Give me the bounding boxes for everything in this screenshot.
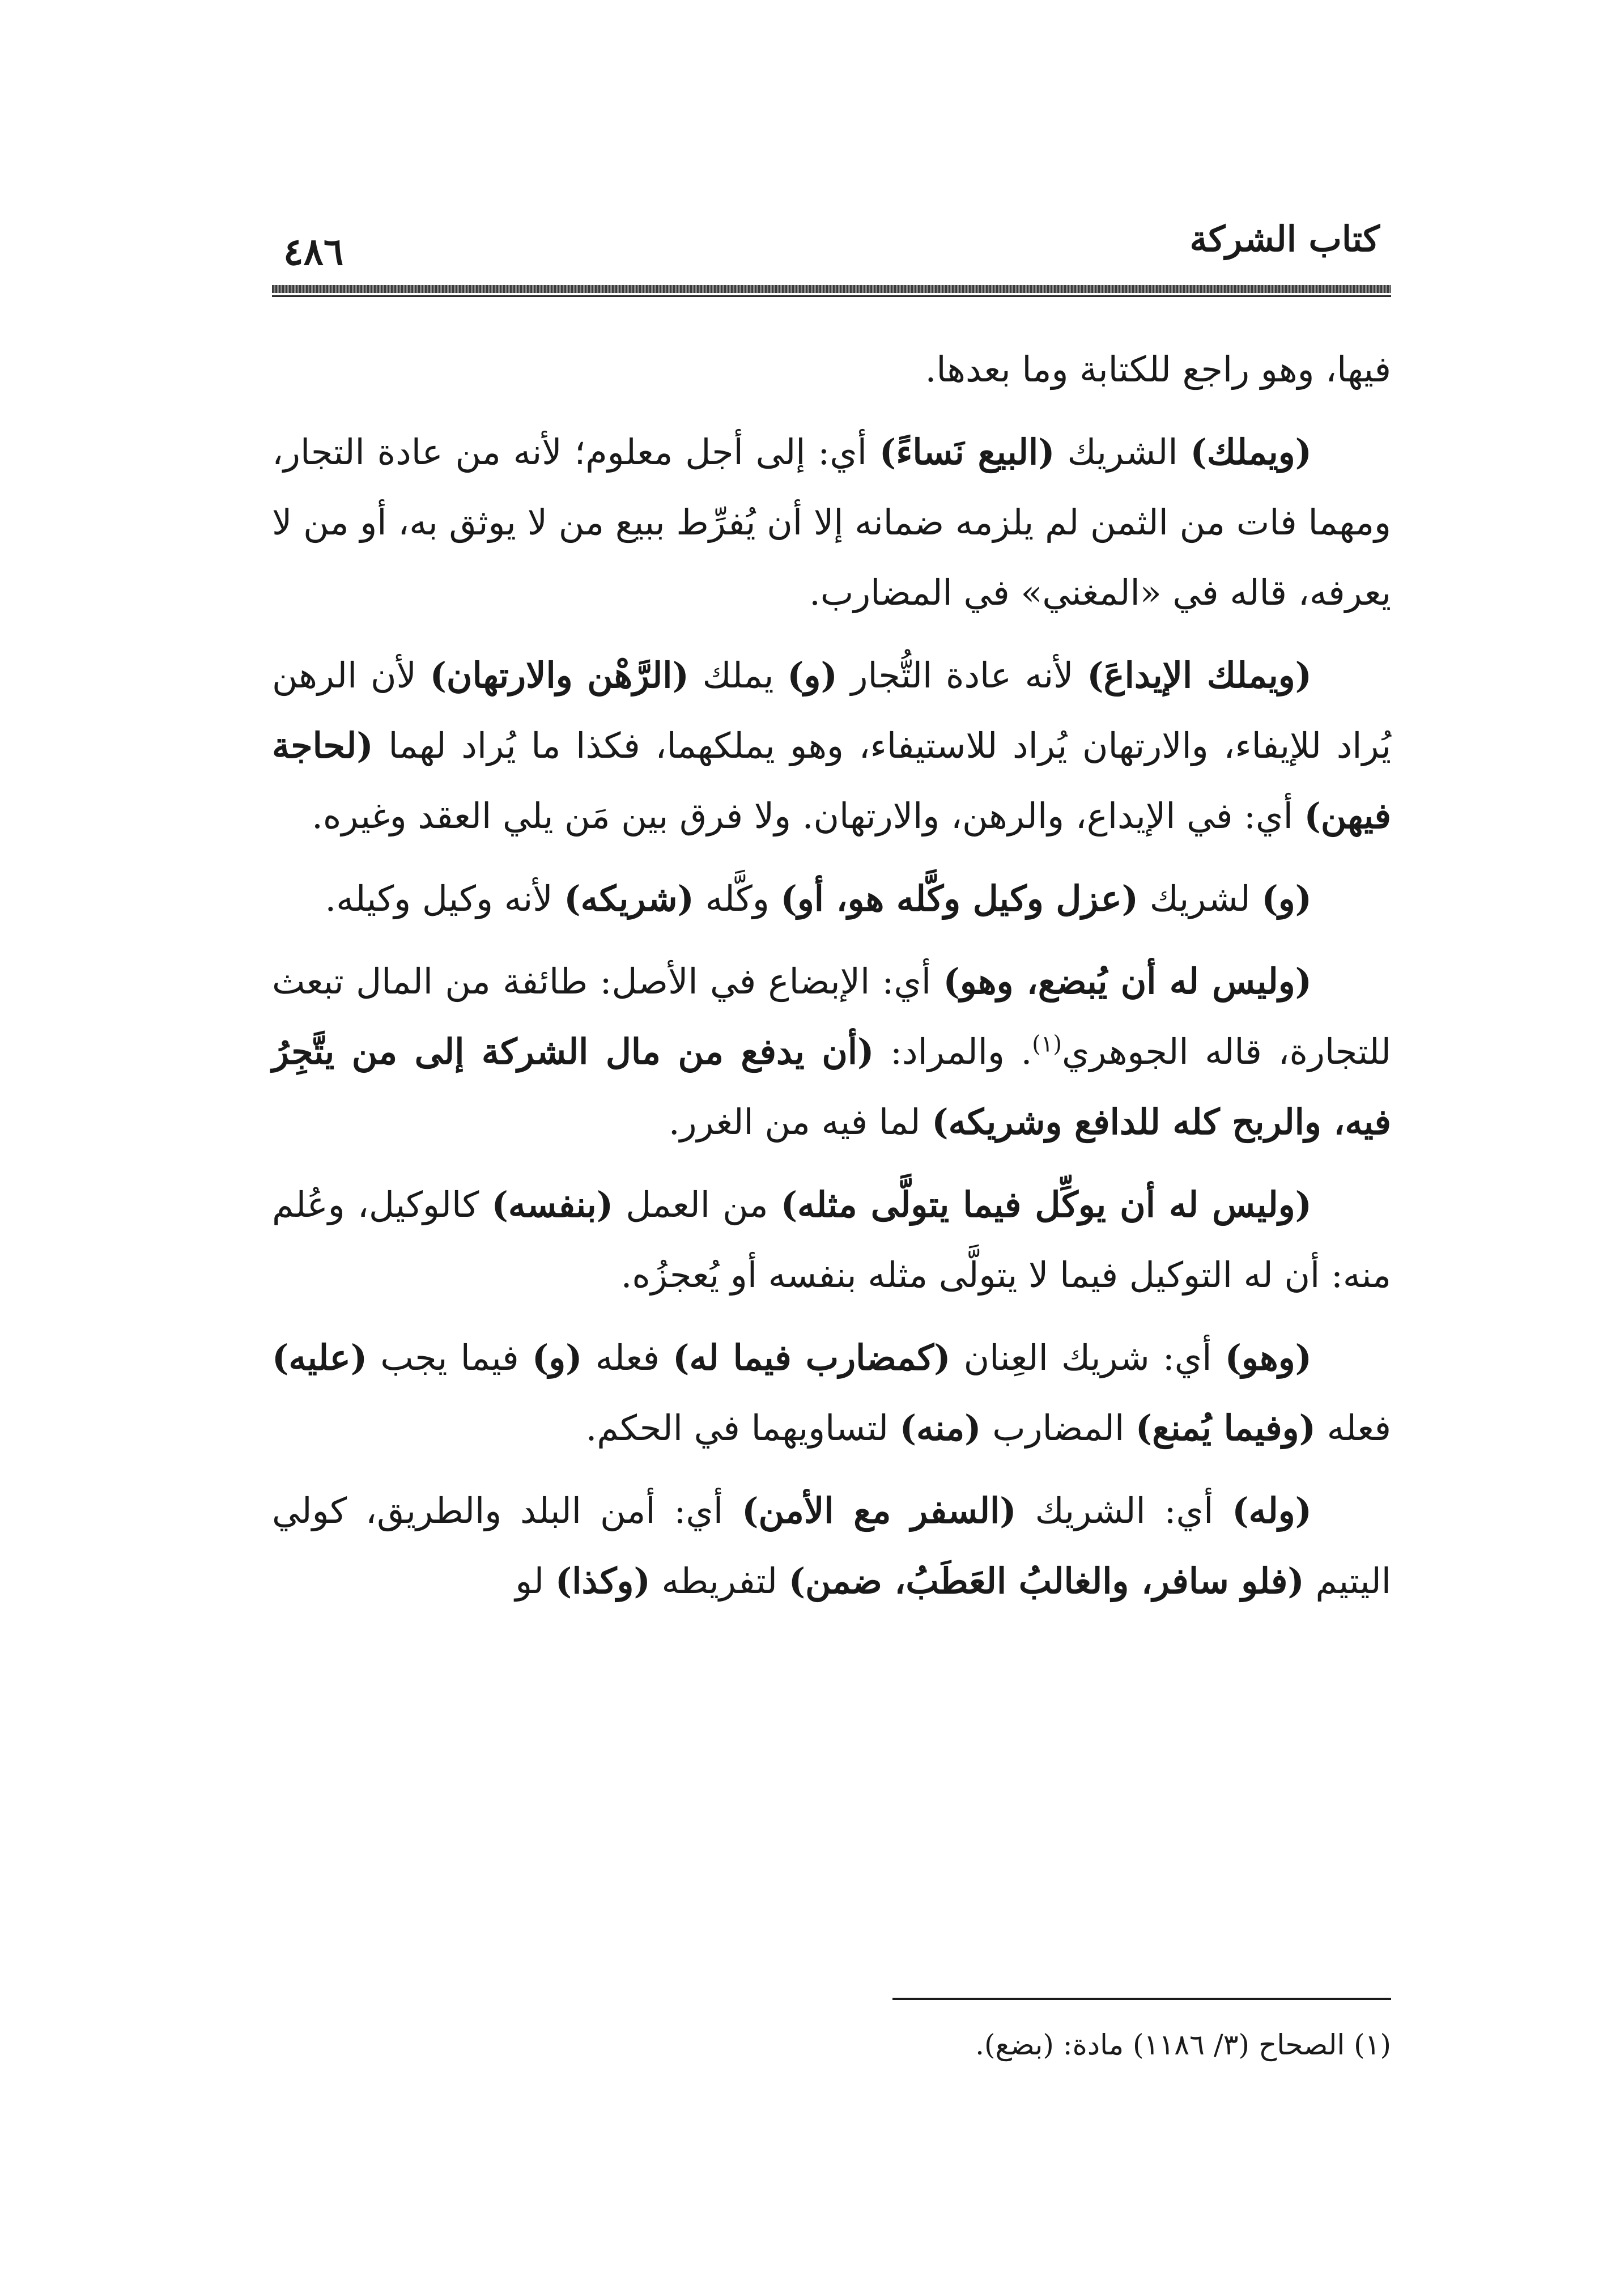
bold-matn-text: (بنفسه) — [491, 1184, 614, 1225]
bold-matn-text: (و) — [787, 655, 837, 696]
commentary-text: لتفريطه — [650, 1560, 789, 1602]
paragraph — [272, 1476, 1391, 1616]
paragraph — [272, 946, 1391, 1157]
header-rule-thin — [272, 295, 1391, 297]
page-number: ٤٨٦ — [283, 230, 344, 274]
bold-matn-text: (السفر مع الأمن) — [742, 1490, 1017, 1531]
commentary-text: من العمل — [613, 1184, 781, 1225]
bold-matn-text: (وهو) — [1225, 1337, 1312, 1378]
commentary-text: . والمراد: — [874, 1031, 1032, 1072]
bold-matn-text: (شريكه) — [564, 878, 694, 919]
bold-matn-text: (و) — [532, 1337, 583, 1378]
running-title: كتاب الشركة — [1189, 218, 1380, 260]
footnote-separator — [892, 1998, 1391, 2000]
commentary-text: لشريك — [1138, 878, 1262, 919]
commentary-text: لأن الرهن يُراد للإيفاء، والارتهان يُراد للاستيفاء، وهو يملكهما، فكذا ما يُراد لهما — [272, 655, 1391, 766]
paragraph — [272, 417, 1391, 628]
commentary-text: فعله — [1315, 1407, 1391, 1449]
bold-matn-text: (منه) — [899, 1407, 981, 1449]
bold-matn-text: (وليس له أن يُبضع، وهو) — [943, 961, 1312, 1002]
bold-matn-text: (أن يدفع من مال الشركة إلى من يتَّجِرُ فيه، والربح كله للدافع وشريكه) — [272, 1031, 1391, 1143]
commentary-text: وكَّله — [694, 878, 781, 919]
commentary-text: يملك — [688, 655, 788, 696]
page-header — [272, 218, 1391, 303]
commentary-text: لتساويهما في الحكم. — [585, 1407, 900, 1449]
bold-matn-text: (وله) — [1232, 1490, 1312, 1531]
paragraph — [272, 1323, 1391, 1463]
bold-matn-text: (كمضارب فيما له) — [673, 1337, 951, 1378]
bold-matn-text: (ويملك) — [1190, 431, 1312, 473]
commentary-text: أي: إلى أجل معلوم؛ لأنه من عادة التجار، ومهما فات من الثمن لم يلزمه ضمانه إلا أن يُفرِّط ببيع من لا يوثق به، أو من لا يعرفه، قاله في «المغني» في المضارب. — [272, 431, 1391, 613]
body-text — [272, 334, 1391, 1629]
commentary-text: أي: الإبضاع في الأصل: طائفة من المال تبعث للتجارة، قاله الجوهري — [272, 961, 1391, 1072]
commentary-text: لأنه وكيل وكيله. — [325, 878, 564, 919]
commentary-text: أي: شريك العِنان — [950, 1337, 1225, 1378]
commentary-text: لما فيه من الغرر. — [668, 1101, 932, 1143]
paragraph — [272, 864, 1391, 934]
commentary-text: فيما يجب — [367, 1337, 532, 1378]
bold-matn-text: (عزل وكيل وكَّله هو، أو) — [780, 878, 1139, 919]
commentary-text: فعله — [582, 1337, 673, 1378]
bold-matn-text: (وفيما يُمنع) — [1135, 1407, 1316, 1449]
footnote-reference: (١) — [1032, 1031, 1062, 1058]
header-rule — [272, 285, 1391, 293]
footnote: (١) الصحاح (٣/ ١١٨٦) مادة: (بضع). — [975, 2028, 1391, 2061]
commentary-text: كالوكيل، وعُلم منه: أن له التوكيل فيما لا يتولَّى مثله بنفسه أو يُعجزُه. — [272, 1184, 1391, 1296]
bold-matn-text: (عليه) — [272, 1337, 368, 1378]
bold-matn-text: (فلو سافر، والغالبُ العَطَبُ، ضمن) — [788, 1560, 1304, 1602]
bold-matn-text: (لحاجة فيهن) — [272, 725, 1391, 836]
bold-matn-text: (البيع نَساءً) — [879, 431, 1055, 473]
bold-matn-text: (وكذا) — [555, 1560, 651, 1602]
bold-matn-text: (و) — [1261, 878, 1312, 919]
commentary-text: أي: في الإيداع، والرهن، والارتهان. ولا فرق بين مَن يلي العقد وغيره. — [312, 795, 1304, 836]
commentary-text: لو — [515, 1560, 555, 1602]
bold-matn-text: (ويملك الإيداعَ) — [1087, 655, 1312, 696]
commentary-text: الشريك — [1055, 431, 1191, 473]
paragraph — [272, 640, 1391, 851]
commentary-text: المضارب — [981, 1407, 1136, 1449]
commentary-text: لأنه عادة التُّجار — [837, 655, 1087, 696]
commentary-text: أي: أمن البلد والطريق، كولي اليتيم — [272, 1490, 1391, 1602]
bold-matn-text: (وليس له أن يوكِّل فيما يتولَّى مثله) — [780, 1184, 1312, 1225]
commentary-text: فيها، وهو راجع للكتابة وما بعدها. — [925, 349, 1391, 390]
paragraph — [272, 1170, 1391, 1310]
paragraph — [272, 334, 1391, 405]
bold-matn-text: (الرَّهْن والارتهان) — [430, 655, 689, 696]
commentary-text: أي: الشريك — [1016, 1490, 1232, 1531]
